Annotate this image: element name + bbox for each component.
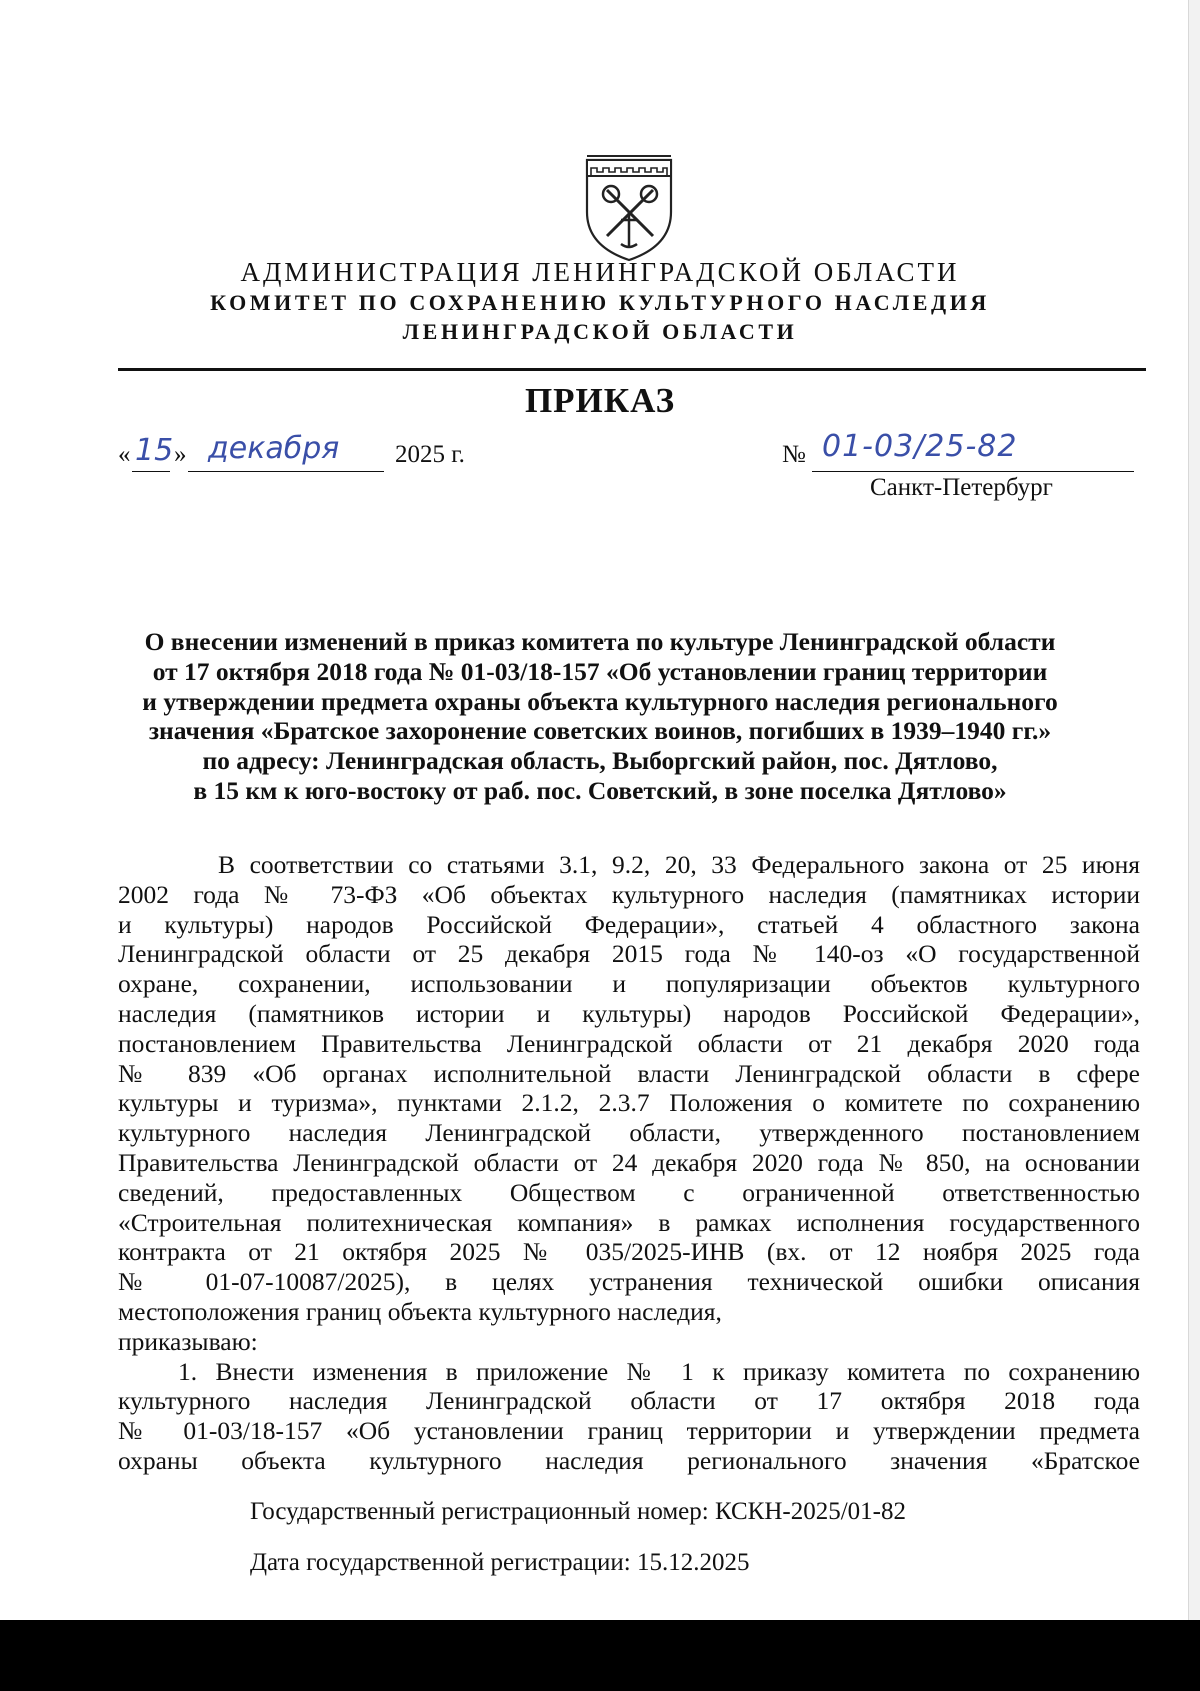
page-edge [1188,0,1200,1620]
body-line: контракта от 21 октября 2025 № 035/2025-ИНВ (вх. от 12 ноября 2025 года [118,1237,1140,1267]
coat-of-arms-icon [581,150,677,262]
body-line: наследия (памятников истории и культуры) народов Российской Федерации», [118,998,1140,1028]
body-line: Правительства Ленинградской области от 24 декабря 2020 года № 850, на основании [118,1147,1140,1177]
subject-line: значения «Братское захоронение советских воинов, погибших в 1939–1940 гг.» [148,716,1052,746]
item-line: № 01-03/18-157 «Об установлении границ территории и утверждении предмета [118,1416,1140,1446]
order-word: приказываю: [118,1326,258,1356]
header-divider [118,368,1146,371]
city: Санкт-Петербург [870,474,1053,501]
body-line: постановлением Правительства Ленинградской области от 21 декабря 2020 года [118,1028,1140,1058]
body-line: культурного наследия Ленинградской области, утвержденного постановлением [118,1118,1140,1148]
body-line: № 01-07-10087/2025), в целях устранения технической ошибки описания [118,1267,1140,1297]
item-line: культурного наследия Ленинградской области от 17 октября 2018 года [118,1386,1140,1416]
subject-line: по адресу: Ленинградская область, Выборгский район, пос. Дятлово, [202,746,998,776]
subject-line: и утверждении предмета охраны объекта культурного наследия регионального [142,686,1058,716]
date-quote-open: « [118,441,131,468]
document-body [118,850,1140,1476]
handwritten-month: декабря [208,431,340,466]
body-line: культуры и туризма», пунктами 2.1.2, 2.3.7 Положения о комитете по сохранению [118,1088,1140,1118]
body-line: местоположения границ объекта культурного наследия, [118,1296,722,1326]
document-title: ПРИКАЗ [524,381,676,420]
item-line: 1. Внести изменения в приложение № 1 к приказу комитета по сохранению [178,1356,1140,1386]
body-line: В соответствии со статьями 3.1, 9.2, 20, 33 Федерального закона от 25 июня [218,850,1140,879]
subject-line: О внесении изменений в приказ комитета по культуре Ленинградской области [144,627,1056,656]
body-line: охране, сохранении, использовании и популяризации объектов культурного [118,969,1140,999]
body-line: № 839 «Об органах исполнительной власти Ленинградской области в сфере [118,1058,1140,1088]
registration-number: Государственный регистрационный номер: КСКН-2025/01-82 [250,1498,907,1525]
subject-line: в 15 км к юго-востоку от раб. пос. Советский, в зоне поселка Дятлово» [193,775,1007,805]
handwritten-number: 01-03/25-82 [822,429,1018,464]
body-line: и культуры) народов Российской Федерации», статьей 4 областного закона [118,909,1140,939]
administration-heading: АДМИНИСТРАЦИЯ ЛЕНИНГРАДСКОЙ ОБЛАСТИ [240,257,960,287]
body-line: «Строительная политехническая компания» в рамках исполнения государственного [118,1207,1140,1237]
scan-border [0,1620,1200,1691]
subject-line: от 17 октября 2018 года № 01-03/18-157 «Об установлении границ территории [152,656,1048,686]
handwritten-day: 15 [135,433,174,468]
region-heading: ЛЕНИНГРАДСКОЙ ОБЛАСТИ [402,319,798,344]
date-quote-close: » [174,441,187,468]
body-line: сведений, предоставленных Обществом с ограниченной ответственностью [118,1177,1140,1207]
document-subject [60,627,1140,806]
body-line: Ленинградской области от 25 декабря 2015 года № 140-оз «О государственной [118,939,1140,969]
number-sign: № [782,441,806,468]
registration-date: Дата государственной регистрации: 15.12.2025 [250,1549,750,1576]
body-line: 2002 года № 73-ФЗ «Об объектах культурного наследия (памятниках истории [118,879,1140,909]
committee-heading: КОМИТЕТ ПО СОХРАНЕНИЮ КУЛЬТУРНОГО НАСЛЕДИЯ [210,290,990,315]
item-line: охраны объекта культурного наследия регионального значения «Братское [118,1445,1140,1475]
date-year: 2025 г. [395,441,465,468]
